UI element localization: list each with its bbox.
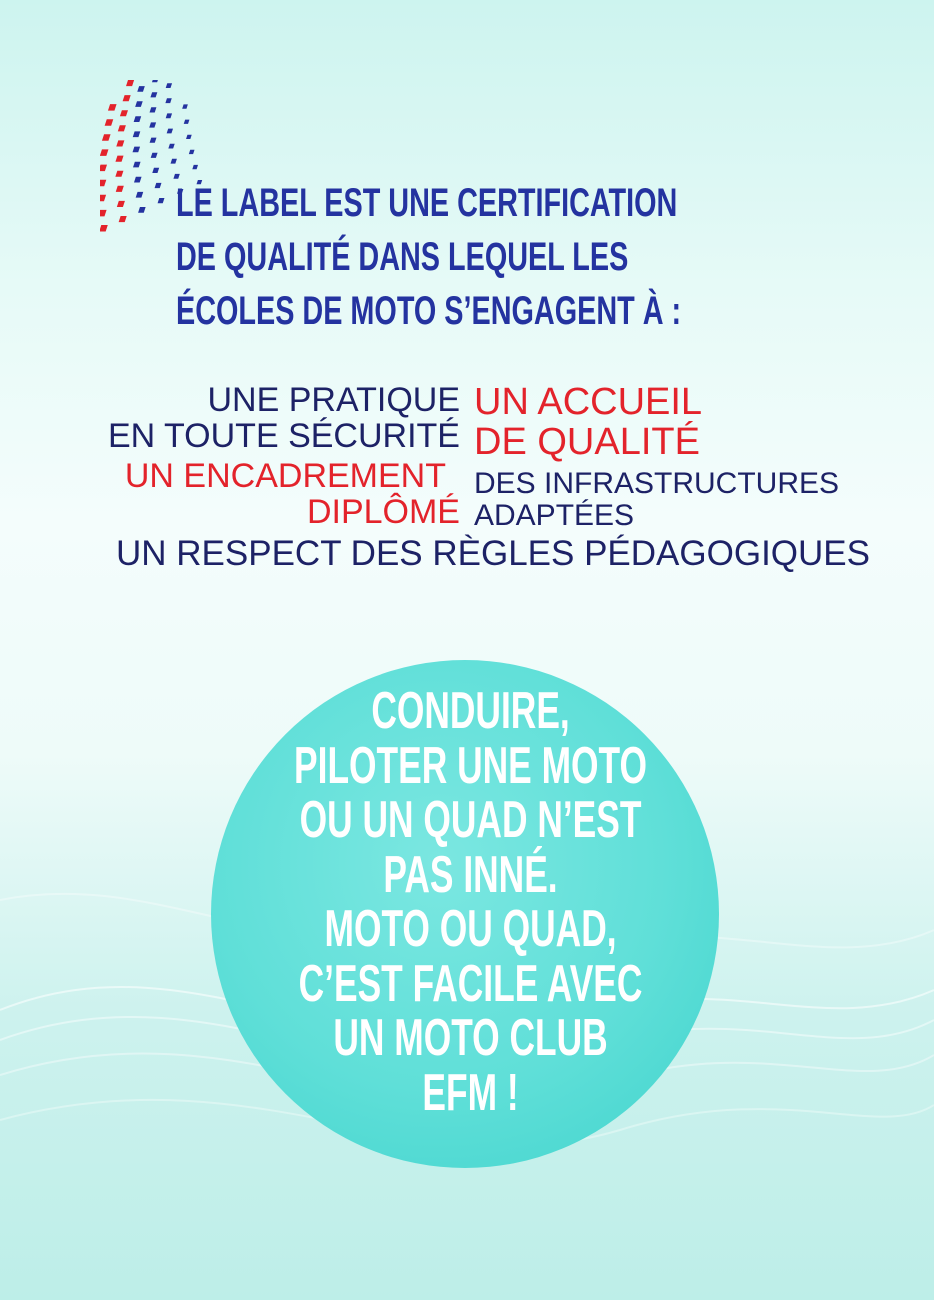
logo-cell — [189, 150, 195, 154]
slogan-line: PAS INNÉ. — [383, 845, 558, 904]
logo-cell — [158, 198, 165, 203]
pillar-right-line: ADAPTÉES — [474, 499, 635, 532]
logo-cell — [137, 86, 145, 92]
slogan-line: PILOTER UNE MOTO — [294, 736, 648, 795]
title-line: ÉCOLES DE MOTO S’ENGAGENT À : — [176, 289, 682, 333]
logo-cell — [126, 80, 134, 86]
logo-cell — [136, 192, 144, 198]
logo-cell — [115, 171, 123, 177]
logo-cell — [100, 165, 107, 172]
logo-cell — [152, 80, 159, 82]
logo-cell — [105, 119, 114, 126]
pillar-bottom-line: UN RESPECT DES RÈGLES PÉDAGOGIQUES — [116, 534, 870, 573]
logo-cell — [118, 125, 126, 131]
logo-cell — [134, 177, 142, 183]
logo-cell — [116, 140, 124, 146]
logo-cell — [133, 162, 141, 168]
logo-cell — [138, 207, 146, 213]
logo-cell — [155, 183, 162, 188]
slogan-line: C’EST FACILE AVEC — [298, 954, 643, 1013]
logo-cell — [149, 122, 156, 127]
title-line: DE QUALITÉ DANS LEQUEL LES — [176, 235, 629, 279]
logo-cell — [108, 104, 117, 111]
logo-cell — [186, 135, 192, 139]
slogan-line: CONDUIRE, — [371, 682, 570, 740]
pillar-left-line: UNE PRATIQUE — [207, 381, 460, 419]
logo-cell — [182, 104, 188, 108]
logo-cell — [166, 83, 172, 88]
label-title — [176, 176, 680, 338]
logo-cell — [123, 95, 131, 101]
logo-cell — [184, 120, 190, 124]
logo-cell — [135, 101, 143, 107]
logo-cell — [102, 134, 111, 141]
logo-cell — [100, 210, 107, 217]
pillar-left-line: DIPLÔMÉ — [306, 493, 460, 531]
logo-cell — [133, 147, 141, 153]
logo-cell — [133, 131, 141, 137]
logo-cell — [151, 153, 158, 158]
logo-cell — [171, 159, 177, 164]
logo-cell — [115, 156, 123, 162]
pillar-left-line: EN TOUTE SÉCURITÉ — [107, 417, 460, 455]
logo-cell — [167, 129, 173, 134]
logo-cell — [165, 98, 171, 103]
logo-cell — [119, 216, 127, 222]
logo-cell — [116, 186, 124, 192]
logo-cell — [100, 195, 106, 202]
title-line: LE LABEL EST UNE CERTIFICATION — [176, 181, 678, 225]
slogan-line: UN MOTO CLUB — [333, 1009, 608, 1067]
logo-cell — [100, 225, 108, 232]
slogan-line: MOTO OU QUAD, — [324, 900, 617, 958]
logo-cell — [152, 168, 159, 173]
pillar-right-line: UN ACCUEIL — [474, 381, 703, 423]
logo-cell — [120, 110, 128, 116]
logo-cell — [150, 107, 157, 112]
slogan-line: EFM ! — [422, 1063, 519, 1122]
logo-cell — [166, 113, 172, 118]
logo-cell — [150, 92, 157, 97]
pillar-right-line: DE QUALITÉ — [474, 421, 700, 463]
slogan-text — [211, 684, 719, 1120]
logo-cell — [150, 138, 157, 143]
logo-cell — [192, 165, 198, 169]
logo-cell — [134, 116, 142, 122]
logo-cell — [117, 201, 125, 207]
logo-cell — [100, 180, 106, 187]
logo-cell — [100, 149, 108, 156]
pillar-right-line: DES INFRASTRUCTURES — [474, 467, 840, 500]
slogan-line: OU UN QUAD N’EST — [299, 791, 642, 849]
logo-cell — [168, 144, 174, 149]
pillar-left-line: UN ENCADREMENT — [124, 457, 446, 495]
